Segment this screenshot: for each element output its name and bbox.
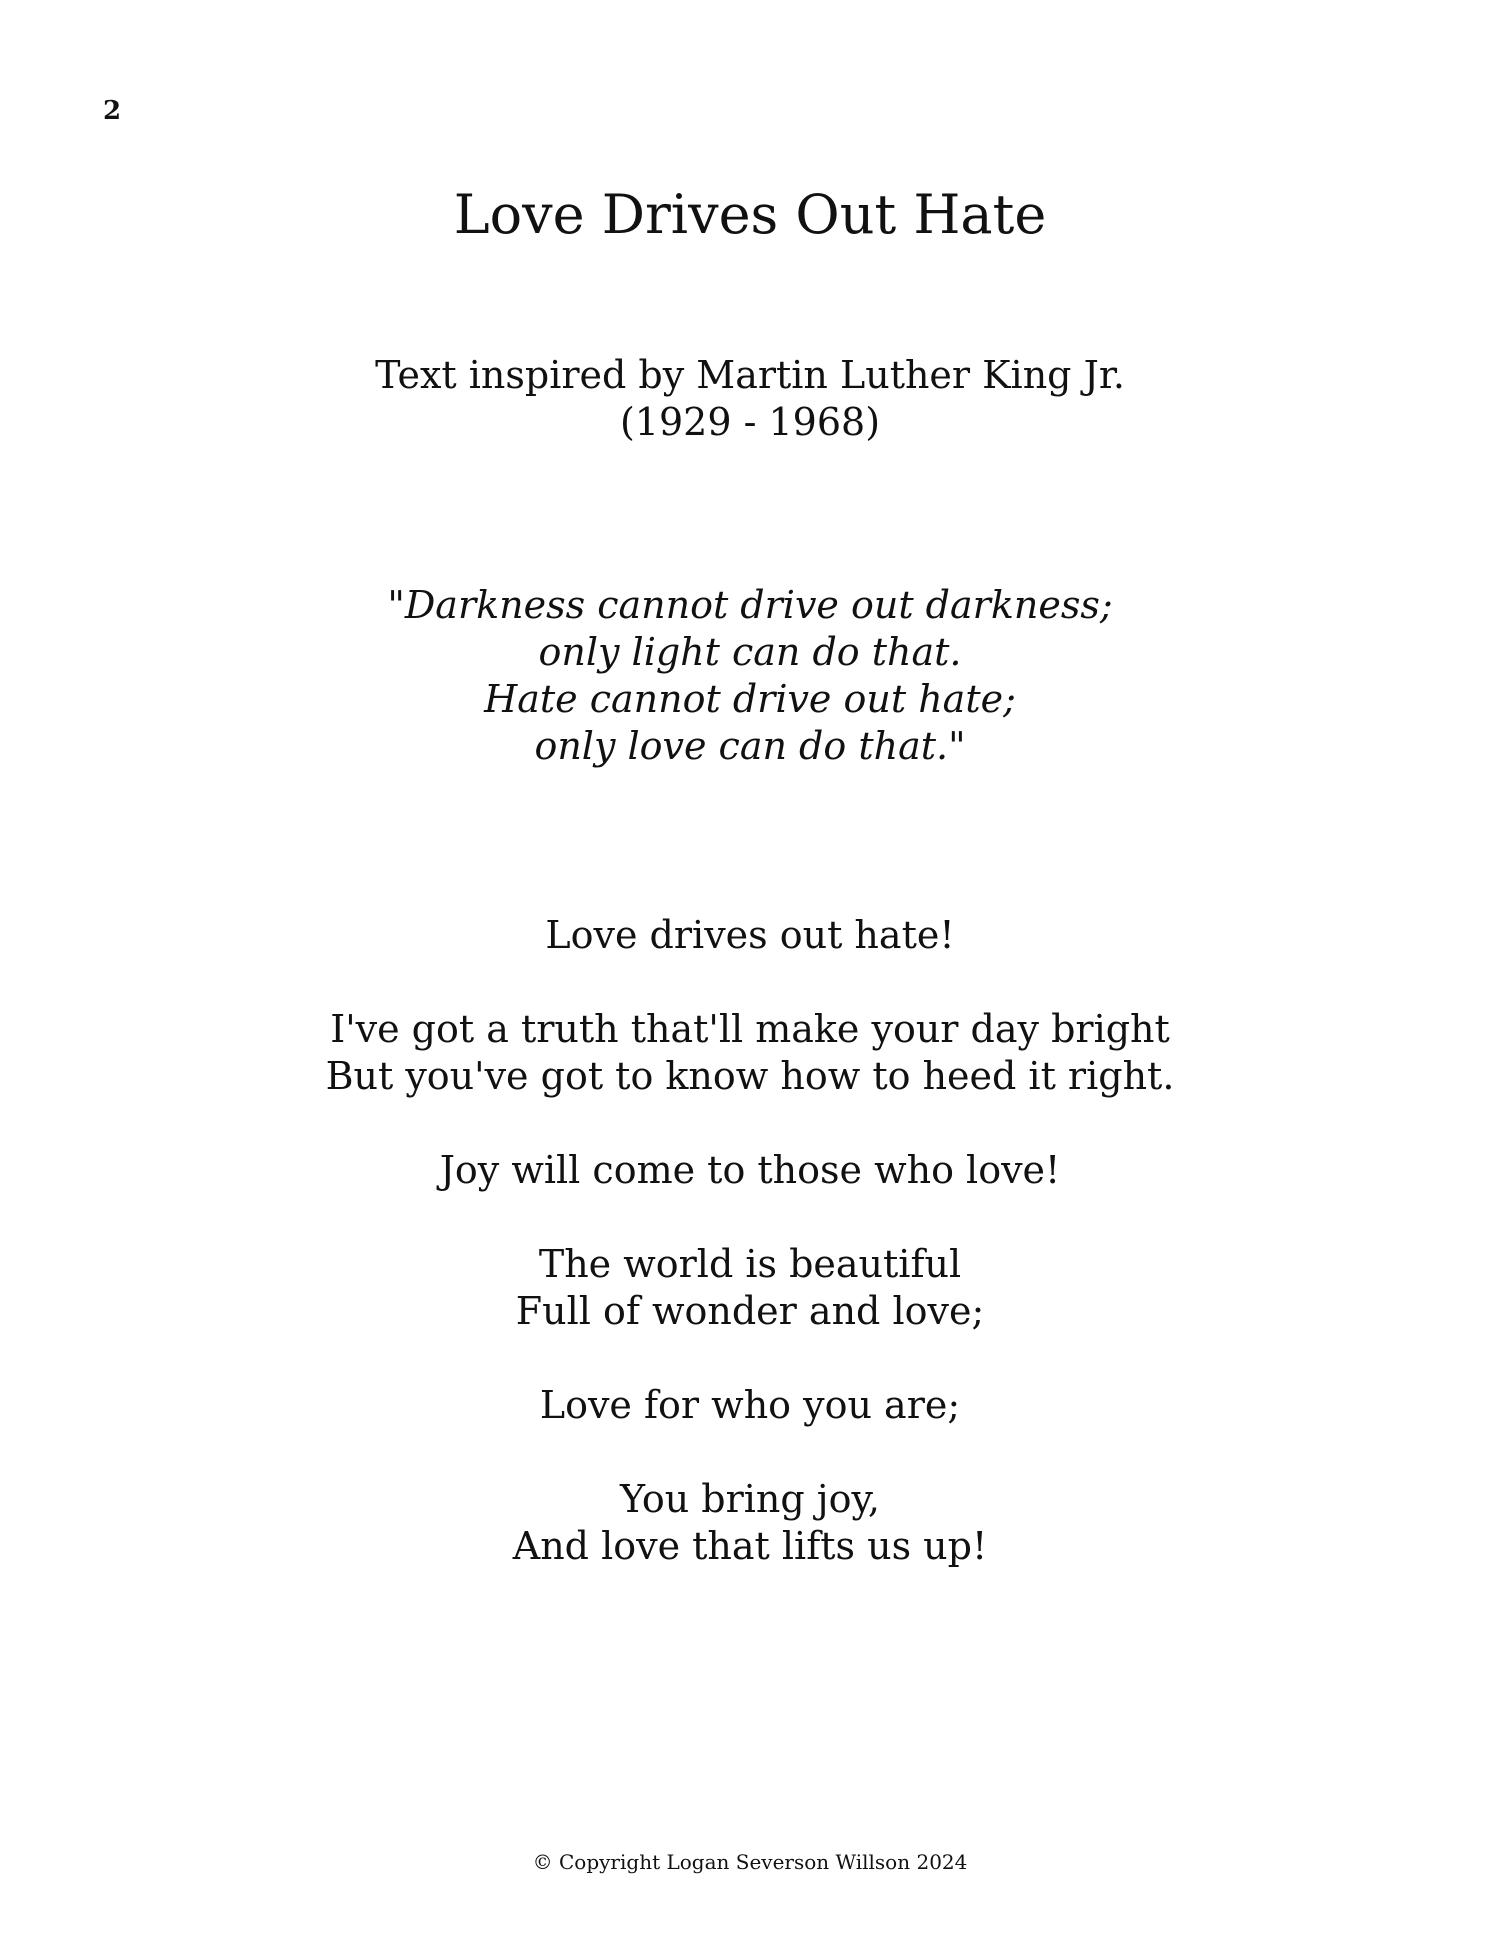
page-number: 2 <box>103 96 122 126</box>
attribution <box>0 352 1500 446</box>
attribution-line: Text inspired by Martin Luther King Jr. <box>375 353 1125 397</box>
stanza <box>0 1147 1500 1194</box>
quote-line: Hate cannot drive out hate; <box>484 677 1016 721</box>
stanza <box>0 912 1500 959</box>
lyric-line: You bring joy, <box>620 1477 880 1521</box>
lyric-line: Love drives out hate! <box>545 913 955 957</box>
epigraph-quote <box>0 582 1500 770</box>
page-title: Love Drives Out Hate <box>453 183 1047 246</box>
copyright-notice: © Copyright Logan Severson Willson 2024 <box>532 1850 968 1874</box>
quote-line: only light can do that. <box>538 630 962 674</box>
lyrics <box>0 912 1500 1570</box>
lyric-line: The world is beautiful <box>538 1242 962 1286</box>
stanza <box>0 1382 1500 1429</box>
stanza <box>0 1241 1500 1335</box>
lyric-line: Joy will come to those who love! <box>439 1148 1061 1192</box>
lyric-line: But you've got to know how to heed it right. <box>325 1054 1175 1098</box>
lyric-line: And love that lifts us up! <box>512 1524 988 1568</box>
stanza <box>0 1006 1500 1100</box>
quote-line: "Darkness cannot drive out darkness; <box>387 583 1113 627</box>
lyric-line: I've got a truth that'll make your day bright <box>330 1007 1170 1051</box>
attribution-dates: (1929 - 1968) <box>619 400 881 444</box>
lyric-line: Full of wonder and love; <box>515 1289 985 1333</box>
stanza <box>0 1476 1500 1570</box>
lyric-line: Love for who you are; <box>539 1383 961 1427</box>
quote-line: only love can do that." <box>534 724 966 768</box>
